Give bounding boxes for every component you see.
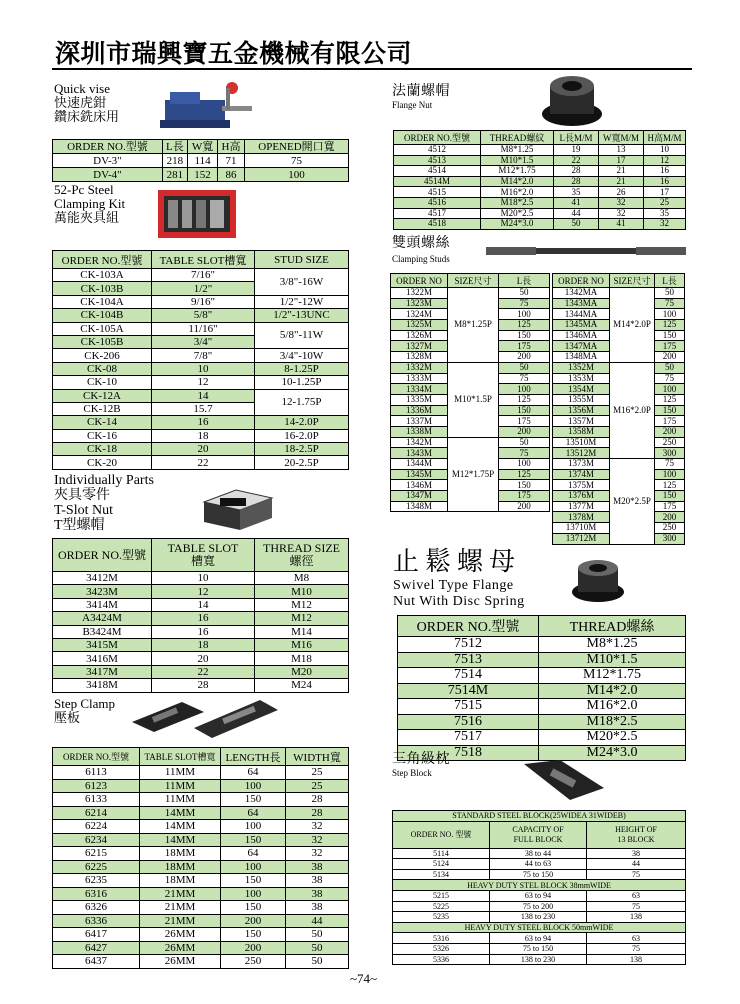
- flange-nut-table: ORDER NO.型號 THREAD螺紋 L長M/M W寬M/M H高M/M 4512 M8*1.25 19 13 10 4513 M10*1.5 22 17 12 4514 M12*1.75 28 21 16 4514M M14*2.0 28 21 16 4515 M16*2.0 35 26 17 4516 M18*2.5 41 32 25 4517 M20*2.5 44 32 35 4518 M24*3.0 50 41 32: [393, 130, 686, 230]
- table-row: 4515 M16*2.0 35 26 17: [394, 187, 686, 198]
- step-clamp-table: ORDER NO.型號 TABLE SLOT槽寬 LENGTH長 WIDTH寬 6113 11MM 64 25 6123 11MM 100 25 6133 11MM 150 28 6214 14MM 64 28 6224 14MM 100 32 6234 14MM 150 32 6215 18MM 64 32 6225 18MM 100 38 6235 18MM 150 38 6316 21MM 100 38 6326 21MM 150 38 6336 21MM 200 44 6417 26MM 150 50 6427 26MM 200 50 6437 26MM 250 50: [52, 747, 349, 969]
- step-block-image: [520, 756, 610, 804]
- table-row: 1353M 75: [553, 373, 685, 384]
- table-row: 4516 M18*2.5 41 32 25: [394, 197, 686, 208]
- table-row: 1328M 200: [391, 352, 550, 363]
- page-title: 深圳市瑞興寶五金機械有限公司: [55, 39, 413, 68]
- table-row: 6417 26MM 150 50: [53, 928, 349, 942]
- table-row: 1337M 175: [391, 416, 550, 427]
- table-row: 1333M 75: [391, 373, 550, 384]
- table-row: 3417M 22 M20: [53, 665, 349, 678]
- table-row: 3415M 18 M16: [53, 638, 349, 651]
- table-row: 13510M 250: [553, 437, 685, 448]
- table-row: 6113 11MM 64 25: [53, 766, 349, 780]
- tslot-nut-image: [200, 480, 276, 536]
- table-row: CK-103A 7/16" 3/8"-16W: [53, 269, 349, 282]
- table-row: 5114 38 to 44 38: [393, 848, 686, 859]
- table-row: 5235 138 to 230 138: [393, 912, 686, 923]
- table-row: [393, 880, 686, 891]
- table-row: CK-105A 11/16" 5/8"-11W: [53, 322, 349, 335]
- table-row: 6133 11MM 150 28: [53, 793, 349, 807]
- table-row: 6224 14MM 100 32: [53, 820, 349, 834]
- table-row: CK-16 18 16-2.0P: [53, 429, 349, 442]
- tslot-nut-table: ORDER NO.型號 TABLE SLOT 槽寬 THREAD SIZE 螺徑 3412M 10 M8 3423M 12 M10 3414M 14 M12 A3424M 16 M12 B3424M 16 M14 3415M 18 M16 3416M 20 M18 3417M 22 M20 3418M 28 M24: [52, 538, 349, 693]
- table-row: CK-103B 1/2": [53, 282, 349, 295]
- table-row: 7512 M8*1.25: [398, 637, 686, 653]
- table-row: 6215 18MM 64 32: [53, 847, 349, 861]
- table-row: 1348M 200: [391, 501, 550, 512]
- flange-nut-label: 法蘭螺帽 Flange Nut: [392, 84, 450, 110]
- clamping-studs-table-right: ORDER NO SIZE尺寸 L長 1342MA M14*2.0P 50 1343MA 75 1344MA 100 1345MA 125 1346MA 150 1347MA 175 1348MA 200 1352M M16*2.0P 50 1353M 75 1354M 100 1355M 125 1356M 150 1357M 175 1358M 200 13510M 250 13512M 300 1373M M20*2.5P 75 1374M 100 1375M 125 1376M 150 1377M 175 1378M 200 13710M 250 13712M 300: [552, 273, 685, 545]
- table-row: 6235 18MM 150 38: [53, 874, 349, 888]
- table-row: 7517 M20*2.5: [398, 730, 686, 746]
- table-row: 1345M 125: [391, 469, 550, 480]
- swivel-nut-image: [570, 556, 626, 604]
- table-row: 5124 44 to 63 44: [393, 859, 686, 870]
- table-row: 1346M 150: [391, 480, 550, 491]
- table-row: 1338M 200: [391, 426, 550, 437]
- table-row: DV-3" 218 114 71 75: [53, 154, 349, 168]
- table-row: 6316 21MM 100 38: [53, 887, 349, 901]
- table-row: 1376M 150: [553, 491, 685, 502]
- table-row: 1348MA 200: [553, 352, 685, 363]
- table-row: CK-104A 9/16" 1/2"-12W: [53, 295, 349, 308]
- page-number: ~74~: [350, 971, 378, 986]
- table-row: 7516 M18*2.5: [398, 714, 686, 730]
- table-row: 6123 11MM 100 25: [53, 779, 349, 793]
- table-row: 1332M M10*1.5P 50: [391, 362, 550, 373]
- step-block-table: STANDARD STEEL BLOCK(25WIDEA 31WIDEB) ORDER NO. 型號 CAPACITY OF FULL BLOCK HEIGHT OF 13 BLOCK 5114 38 to 44 38 5124 44 to 63 44 5134 75 to 150 75 HEAVY DUTY STEL BLOCK 38mmWIDE 5215 63 to 94 63 5225 75 to 200 75 5235 138 to 230 138 HEAVY DUTY STEEL BLOCK 50mmWIDE 5316 63 to 94 63 5326 75 to 150 75 5336 138 to 230 138: [392, 810, 686, 965]
- table-row: 1343M 75: [391, 448, 550, 459]
- table-row: CK-20 22 20-2.5P: [53, 456, 349, 469]
- table-row: 5215 63 to 94 63: [393, 890, 686, 901]
- clamping-kit-label: 52-Pc Steel Clamping Kit 萬能夾具組: [54, 182, 126, 225]
- table-row: 1354M 100: [553, 384, 685, 395]
- table-row: 6225 18MM 100 38: [53, 860, 349, 874]
- table-row: 3412M 10 M8: [53, 572, 349, 585]
- table-row: 1347MA 175: [553, 341, 685, 352]
- step-block-label: 三角級枕 Step Block: [392, 752, 450, 778]
- table-row: 1345MA 125: [553, 320, 685, 331]
- table-row: 1342MA M14*2.0P 50: [553, 288, 685, 299]
- table-row: CK-105B 3/4": [53, 335, 349, 348]
- table-row: 6234 14MM 150 32: [53, 833, 349, 847]
- table-row: 1322M M8*1.25P 50: [391, 288, 550, 299]
- table-row: 3414M 14 M12: [53, 598, 349, 611]
- table-row: CK-08 10 8-1.25P: [53, 362, 349, 375]
- table-row: 1346MA 150: [553, 330, 685, 341]
- table-row: 5336 138 to 230 138: [393, 954, 686, 965]
- quick-vise-image: [160, 78, 260, 136]
- table-row: [393, 922, 686, 933]
- table-row: CK-12A 14 12-1.75P: [53, 389, 349, 402]
- clamping-kit-image: [156, 186, 240, 242]
- table-row: 1375M 125: [553, 480, 685, 491]
- table-row: 3416M 20 M18: [53, 652, 349, 665]
- table-row: 1342M M12*1.75P 50: [391, 437, 550, 448]
- section-header: HEAVY DUTY STEL BLOCK 38mmWIDE: [393, 880, 686, 891]
- table-row: 1374M 100: [553, 469, 685, 480]
- table-row: 1373M M20*2.5P 75: [553, 459, 685, 470]
- table-row: 4512 M8*1.25 19 13 10: [394, 145, 686, 156]
- table-row: 6427 26MM 200 50: [53, 941, 349, 955]
- swivel-nut-table: ORDER NO.型號 THREAD螺絲 7512 M8*1.25 7513 M10*1.5 7514 M12*1.75 7514M M14*2.0 7515 M16*2.0 7516 M18*2.5 7517 M20*2.5 7518 M24*3.0: [397, 615, 686, 761]
- table-row: A3424M 16 M12: [53, 612, 349, 625]
- step-clamp-image: [130, 688, 280, 740]
- table-row: 6437 26MM 250 50: [53, 955, 349, 969]
- section-header: HEAVY DUTY STEEL BLOCK 50mmWIDE: [393, 922, 686, 933]
- table-row: 1355M 125: [553, 394, 685, 405]
- table-row: 13710M 250: [553, 523, 685, 534]
- table-row: 5225 75 to 200 75: [393, 901, 686, 912]
- table-row: CK-10 12 10-1.25P: [53, 376, 349, 389]
- clamping-kit-table: ORDER NO.型號 TABLE SLOT槽寬 STUD SIZE CK-103A 7/16" 3/8"-16W CK-103B 1/2" CK-104A 9/16" 1/2"-12W CK-104B 5/8" 1/2"-13UNC CK-105A 11/16" 5/8"-11W CK-105B 3/4" CK-206 7/8" 3/4"-10W CK-08 10 8-1.25P CK-10 12 10-1.25P CK-12A 14 12-1.75P CK-12B 15.7 CK-14 16 14-2.0P CK-16 18 16-2.0P CK-18 20 18-2.5P CK-20 22 20-2.5P: [52, 250, 349, 470]
- table-row: 4514M M14*2.0 28 21 16: [394, 176, 686, 187]
- table-row: 5134 75 to 150 75: [393, 869, 686, 880]
- table-row: 7513 M10*1.5: [398, 652, 686, 668]
- table-row: 1334M 100: [391, 384, 550, 395]
- clamping-studs-image: [486, 244, 686, 258]
- table-row: 1323M 75: [391, 298, 550, 309]
- swivel-nut-label: 止鬆螺母 Swivel Type Flange Nut With Disc Spring: [393, 547, 525, 609]
- table-row: 4514 M12*1.75 28 21 16: [394, 166, 686, 177]
- table-row: 5326 75 to 150 75: [393, 943, 686, 954]
- table-row: 1377M 175: [553, 501, 685, 512]
- table-row: 6326 21MM 150 38: [53, 901, 349, 915]
- table-row: CK-104B 5/8" 1/2"-13UNC: [53, 309, 349, 322]
- table-row: 1344M 100: [391, 459, 550, 470]
- clamping-studs-label: 雙頭螺絲 Clamping Studs: [392, 236, 450, 264]
- table-row: 1356M 150: [553, 405, 685, 416]
- table-row: 1325M 125: [391, 320, 550, 331]
- table-row: 4518 M24*3.0 50 41 32: [394, 219, 686, 230]
- table-row: 5316 63 to 94 63: [393, 933, 686, 944]
- table-row: 1347M 175: [391, 491, 550, 502]
- table-row: 1335M 125: [391, 394, 550, 405]
- table-row: 1343MA 75: [553, 298, 685, 309]
- step-clamp-label: Step Clamp 壓板: [54, 696, 116, 725]
- table-row: 6214 14MM 64 28: [53, 806, 349, 820]
- table-row: DV-4" 281 152 86 100: [53, 168, 349, 182]
- table-row: CK-206 7/8" 3/4"-10W: [53, 349, 349, 362]
- table-row: 1378M 200: [553, 512, 685, 523]
- table-row: 6336 21MM 200 44: [53, 914, 349, 928]
- table-row: 7518 M24*3.0: [398, 745, 686, 761]
- table-row: 1327M 175: [391, 341, 550, 352]
- table-row: 7514M M14*2.0: [398, 683, 686, 699]
- quick-vise-label: Quick vise 快速虎鉗 鑽床銑床用: [54, 81, 120, 124]
- table-row: B3424M 16 M14: [53, 625, 349, 638]
- table-row: 1358M 200: [553, 426, 685, 437]
- clamping-studs-table-left: ORDER NO SIZE尺寸 L長 1322M M8*1.25P 50 1323M 75 1324M 100 1325M 125 1326M 150 1327M 175 1328M 200 1332M M10*1.5P 50 1333M 75 1334M 100 1335M 125 1336M 150 1337M 175 1338M 200 1342M M12*1.75P 50 1343M 75 1344M 100 1345M 125 1346M 150 1347M 175 1348M 200: [390, 273, 550, 512]
- table-row: 1324M 100: [391, 309, 550, 320]
- table-row: 3418M 28 M24: [53, 679, 349, 692]
- table-row: 3423M 12 M10: [53, 585, 349, 598]
- table-row: 4513 M10*1.5 22 17 12: [394, 155, 686, 166]
- table-row: 4517 M20*2.5 44 32 35: [394, 208, 686, 219]
- table-row: 1326M 150: [391, 330, 550, 341]
- table-row: CK-12B 15.7: [53, 402, 349, 415]
- table-row: 1352M M16*2.0P 50: [553, 362, 685, 373]
- table-row: 7514 M12*1.75: [398, 668, 686, 684]
- quick-vise-table: ORDER NO.型號 L長 W寬 H高 OPENED開口寬 DV-3" 218 114 71 75 DV-4" 281 152 86 100: [52, 139, 349, 182]
- table-row: CK-14 16 14-2.0P: [53, 416, 349, 429]
- table-row: 13512M 300: [553, 448, 685, 459]
- tslot-nut-label: Individually Parts 夾具零件 T-Slot Nut T型螺帽: [54, 473, 154, 533]
- table-row: 1344MA 100: [553, 309, 685, 320]
- table-row: CK-18 20 18-2.5P: [53, 443, 349, 456]
- flange-nut-image: [540, 68, 604, 128]
- table-row: 7515 M16*2.0: [398, 699, 686, 715]
- table-row: 1336M 150: [391, 405, 550, 416]
- table-row: 1357M 175: [553, 416, 685, 427]
- table-row: 13712M 300: [553, 533, 685, 544]
